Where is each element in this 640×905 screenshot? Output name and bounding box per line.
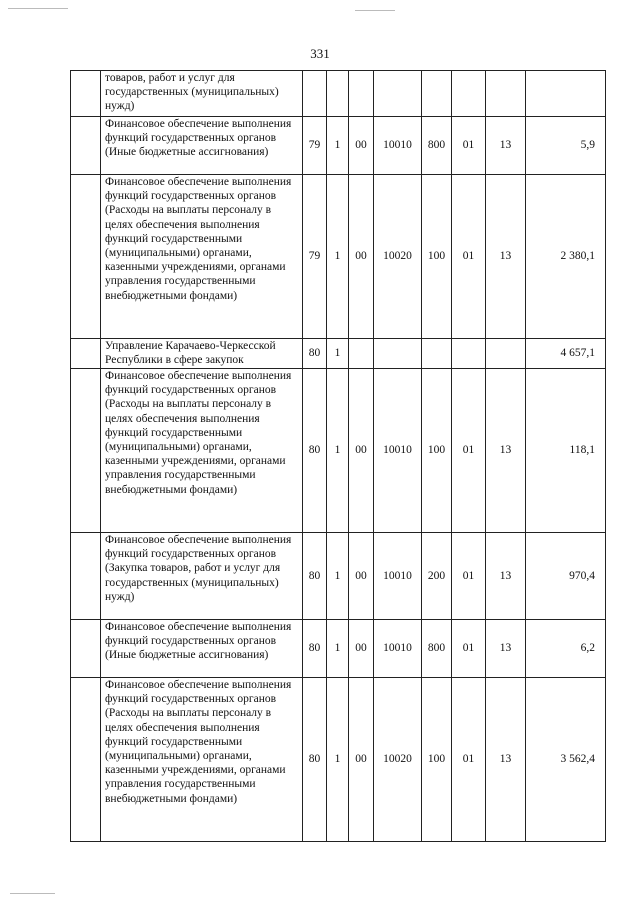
amount: 3 562,4 bbox=[526, 678, 606, 842]
scan-artifact bbox=[10, 893, 55, 894]
code-5: 800 bbox=[422, 620, 452, 678]
code-7: 13 bbox=[486, 369, 526, 533]
code-5 bbox=[422, 71, 452, 117]
amount: 6,2 bbox=[526, 620, 606, 678]
blank-cell bbox=[71, 339, 101, 369]
code-6: 01 bbox=[452, 369, 486, 533]
row-description: Финансовое обеспечение выполнения функций государственных органов (Закупка товаров, работ и услуг для государственных (муниципальных) нужд) bbox=[101, 533, 303, 620]
scan-artifact bbox=[355, 10, 395, 11]
code-7 bbox=[486, 71, 526, 117]
code-1: 80 bbox=[303, 339, 327, 369]
code-7: 13 bbox=[486, 620, 526, 678]
code-1: 79 bbox=[303, 117, 327, 175]
code-2: 1 bbox=[327, 117, 349, 175]
code-2: 1 bbox=[327, 533, 349, 620]
code-5 bbox=[422, 339, 452, 369]
amount: 970,4 bbox=[526, 533, 606, 620]
amount: 4 657,1 bbox=[526, 339, 606, 369]
row-description: Финансовое обеспечение выполнения функций государственных органов (Расходы на выплаты персоналу в целях обеспечения выполнения функций государственными (муниципальными) органами, казенными учреждениями, органами управления государственными внебюджетными фондами) bbox=[101, 678, 303, 842]
code-5: 100 bbox=[422, 175, 452, 339]
code-6: 01 bbox=[452, 533, 486, 620]
code-6: 01 bbox=[452, 117, 486, 175]
table-row bbox=[71, 369, 606, 533]
scan-artifact bbox=[8, 8, 68, 9]
code-5: 200 bbox=[422, 533, 452, 620]
row-description: товаров, работ и услуг для государственных (муниципальных) нужд) bbox=[101, 71, 303, 117]
table-row bbox=[71, 71, 606, 117]
table-body bbox=[71, 71, 606, 842]
amount: 118,1 bbox=[526, 369, 606, 533]
code-4: 10010 bbox=[374, 620, 422, 678]
table-row bbox=[71, 620, 606, 678]
row-description: Финансовое обеспечение выполнения функций государственных органов (Расходы на выплаты персоналу в целях обеспечения выполнения функций государственными (муниципальными) органами, казенными учреждениями, органами управления государственными внебюджетными фондами) bbox=[101, 369, 303, 533]
blank-cell bbox=[71, 620, 101, 678]
code-2: 1 bbox=[327, 369, 349, 533]
code-3 bbox=[349, 71, 374, 117]
table-row bbox=[71, 339, 606, 369]
blank-cell bbox=[71, 117, 101, 175]
code-1 bbox=[303, 71, 327, 117]
code-7: 13 bbox=[486, 533, 526, 620]
amount bbox=[526, 71, 606, 117]
code-4 bbox=[374, 71, 422, 117]
amount: 2 380,1 bbox=[526, 175, 606, 339]
code-4: 10020 bbox=[374, 175, 422, 339]
code-4: 10020 bbox=[374, 678, 422, 842]
code-6 bbox=[452, 339, 486, 369]
code-4 bbox=[374, 339, 422, 369]
code-4: 10010 bbox=[374, 369, 422, 533]
code-4: 10010 bbox=[374, 117, 422, 175]
blank-cell bbox=[71, 71, 101, 117]
row-description: Управление Карачаево-Черкесской Республики в сфере закупок bbox=[101, 339, 303, 369]
blank-cell bbox=[71, 533, 101, 620]
code-1: 79 bbox=[303, 175, 327, 339]
amount: 5,9 bbox=[526, 117, 606, 175]
row-description: Финансовое обеспечение выполнения функций государственных органов (Иные бюджетные ассигнования) bbox=[101, 117, 303, 175]
blank-cell bbox=[71, 369, 101, 533]
code-3: 00 bbox=[349, 369, 374, 533]
table-row bbox=[71, 175, 606, 339]
code-5: 800 bbox=[422, 117, 452, 175]
code-1: 80 bbox=[303, 369, 327, 533]
budget-table bbox=[70, 70, 606, 842]
code-4: 10010 bbox=[374, 533, 422, 620]
code-3 bbox=[349, 339, 374, 369]
blank-cell bbox=[71, 175, 101, 339]
code-3: 00 bbox=[349, 620, 374, 678]
code-1: 80 bbox=[303, 678, 327, 842]
table-row bbox=[71, 117, 606, 175]
code-3: 00 bbox=[349, 175, 374, 339]
code-7: 13 bbox=[486, 175, 526, 339]
row-description: Финансовое обеспечение выполнения функций государственных органов (Иные бюджетные ассигнования) bbox=[101, 620, 303, 678]
code-3: 00 bbox=[349, 678, 374, 842]
code-3: 00 bbox=[349, 533, 374, 620]
code-1: 80 bbox=[303, 533, 327, 620]
code-6: 01 bbox=[452, 678, 486, 842]
page-number: 331 bbox=[310, 46, 330, 61]
code-7 bbox=[486, 339, 526, 369]
code-2: 1 bbox=[327, 620, 349, 678]
code-2 bbox=[327, 71, 349, 117]
code-6 bbox=[452, 71, 486, 117]
code-1: 80 bbox=[303, 620, 327, 678]
code-3: 00 bbox=[349, 117, 374, 175]
code-7: 13 bbox=[486, 117, 526, 175]
blank-cell bbox=[71, 678, 101, 842]
table-row bbox=[71, 678, 606, 842]
code-2: 1 bbox=[327, 175, 349, 339]
code-2: 1 bbox=[327, 678, 349, 842]
table-row bbox=[71, 533, 606, 620]
code-7: 13 bbox=[486, 678, 526, 842]
code-5: 100 bbox=[422, 369, 452, 533]
code-6: 01 bbox=[452, 620, 486, 678]
row-description: Финансовое обеспечение выполнения функций государственных органов (Расходы на выплаты персоналу в целях обеспечения выполнения функций государственными (муниципальными) органами, казенными учреждениями, органами управления государственными внебюджетными фондами) bbox=[101, 175, 303, 339]
code-5: 100 bbox=[422, 678, 452, 842]
code-2: 1 bbox=[327, 339, 349, 369]
code-6: 01 bbox=[452, 175, 486, 339]
